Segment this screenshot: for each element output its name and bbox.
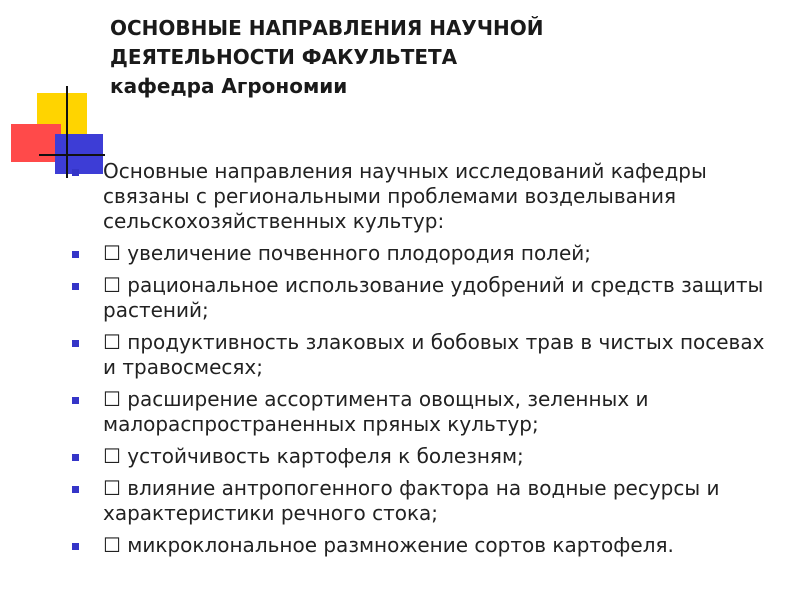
bullet-list [60, 159, 780, 565]
list-item-text: ☐ рациональное использование удобрений и средств защиты растений; [103, 273, 764, 322]
list-item-text: ☐ увеличение почвенного плодородия полей; [103, 241, 592, 265]
square-bullet-icon [72, 486, 79, 493]
list-item [60, 476, 780, 526]
title-line-3: кафедра Агрономии [110, 74, 348, 98]
square-bullet-icon [72, 454, 79, 461]
slide-title [110, 14, 750, 101]
logo-horizontal-line [39, 154, 105, 156]
square-bullet-icon [72, 251, 79, 258]
square-bullet-icon [72, 283, 79, 290]
title-line-2: ДЕЯТЕЛЬНОСТИ ФАКУЛЬТЕТА [110, 45, 458, 69]
list-item-text: ☐ микроклональное размножение сортов картофеля. [103, 533, 674, 557]
title-line-1: ОСНОВНЫЕ НАПРАВЛЕНИЯ НАУЧНОЙ [110, 16, 544, 40]
list-item [60, 533, 780, 558]
square-bullet-icon [72, 340, 79, 347]
list-item-text: Основные направления научных исследований кафедры связаны с региональными проблемами возделывания сельскохозяйственных культур: [103, 159, 707, 233]
list-item [60, 444, 780, 469]
square-bullet-icon [72, 543, 79, 550]
list-item-text: ☐ устойчивость картофеля к болезням; [103, 444, 524, 468]
square-bullet-icon [72, 169, 79, 176]
list-item-text: ☐ влияние антропогенного фактора на водные ресурсы и характеристики речного стока; [103, 476, 720, 525]
logo-red-square [11, 124, 61, 162]
list-item [60, 387, 780, 437]
square-bullet-icon [72, 397, 79, 404]
list-item [60, 159, 780, 234]
list-item [60, 273, 780, 323]
list-item [60, 330, 780, 380]
list-item-text: ☐ расширение ассортимента овощных, зеленных и малораспространенных пряных культур; [103, 387, 649, 436]
list-item [60, 241, 780, 266]
list-item-text: ☐ продуктивность злаковых и бобовых трав в чистых посевах и травосмесях; [103, 330, 765, 379]
